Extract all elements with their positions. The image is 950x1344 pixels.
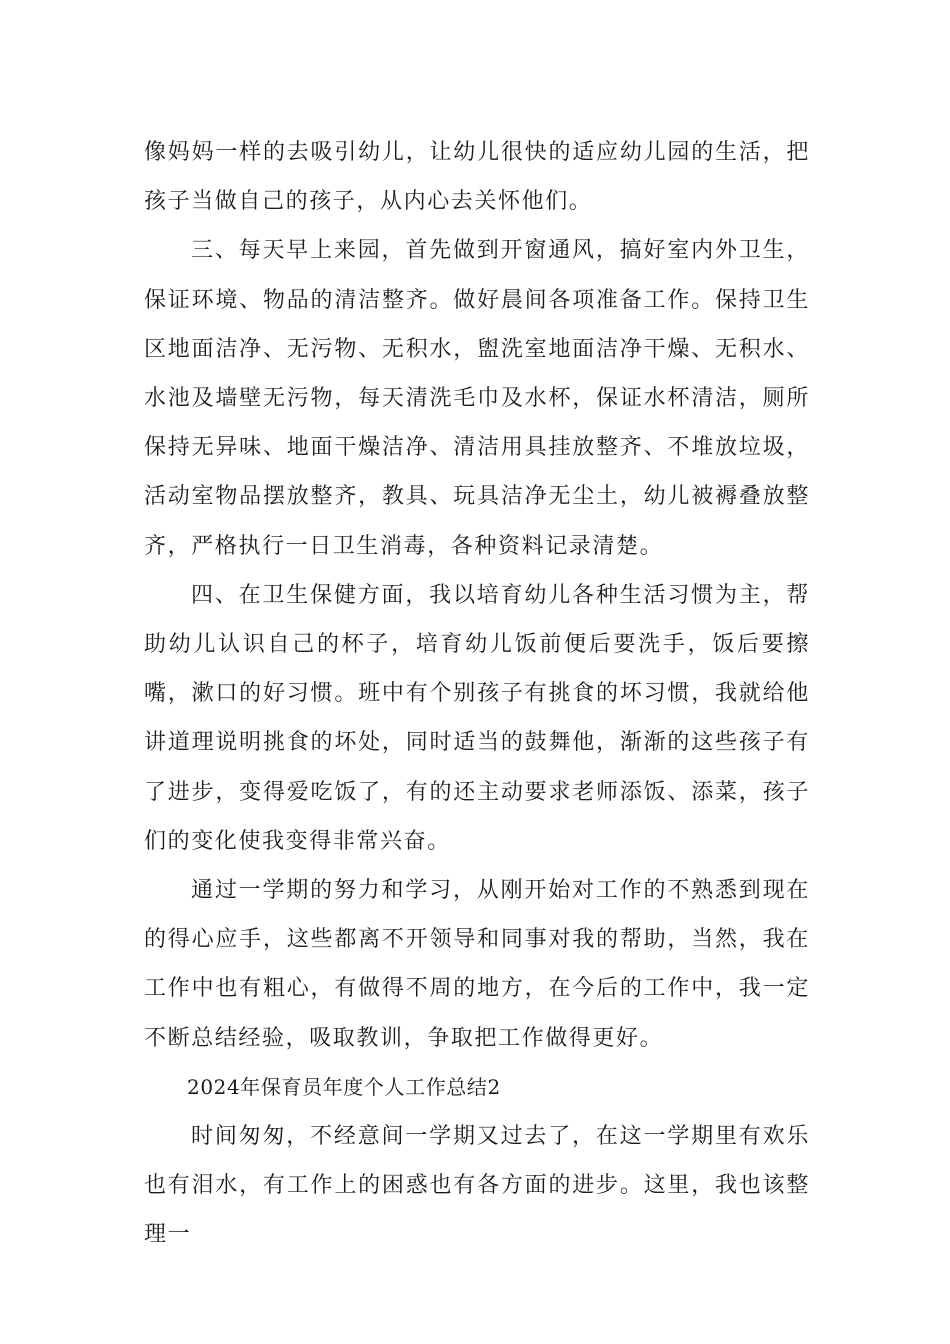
paragraph-1: 像妈妈一样的去吸引幼儿，让幼儿很快的适应幼儿园的生活，把孩子当做自己的孩子，从内心去关怀他们。 <box>144 140 810 215</box>
paragraph-5: 时间匆匆，不经意间一学期又过去了，在这一学期里有欢乐也有泪水，有工作上的困惑也有各方面的进步。这里，我也该整理一 <box>144 1124 810 1248</box>
paragraph-4: 通过一学期的努力和学习，从刚开始对工作的不熟悉到现在的得心应手，这些都离不开领导和同事对我的帮助，当然，我在工作中也有粗心，有做得不周的地方，在今后的工作中，我一定不断总结经验，吸取教训，争取把工作做得更好。 <box>144 878 810 1051</box>
paragraph-2: 三、每天早上来园，首先做到开窗通风，搞好室内外卫生，保证环境、物品的清洁整齐。做好晨间各项准备工作。保持卫生区地面洁净、无污物、无积水，盥洗室地面洁净干燥、无积水、水池及墙壁无污物，每天清洗毛巾及水杯，保证水杯清洁，厕所保持无异味、地面干燥洁净、清洁用具挂放整齐、不堆放垃圾，活动室物品摆放整齐，教具、玩具洁净无尘土，幼儿被褥叠放整齐，严格执行一日卫生消毒，各种资料记录清楚。 <box>144 238 810 559</box>
paragraph-3: 四、在卫生保健方面，我以培育幼儿各种生活习惯为主，帮助幼儿认识自己的杯子，培育幼儿饭前便后要洗手，饭后要擦嘴，漱口的好习惯。班中有个别孩子有挑食的坏习惯，我就给他讲道理说明挑食的坏处，同时适当的鼓舞他，渐渐的这些孩子有了进步，变得爱吃饭了，有的还主动要求老师添饭、添菜，孩子们的变化使我变得非常兴奋。 <box>144 582 810 854</box>
section-heading: 2024年保育员年度个人工作总结2 <box>187 1074 501 1099</box>
